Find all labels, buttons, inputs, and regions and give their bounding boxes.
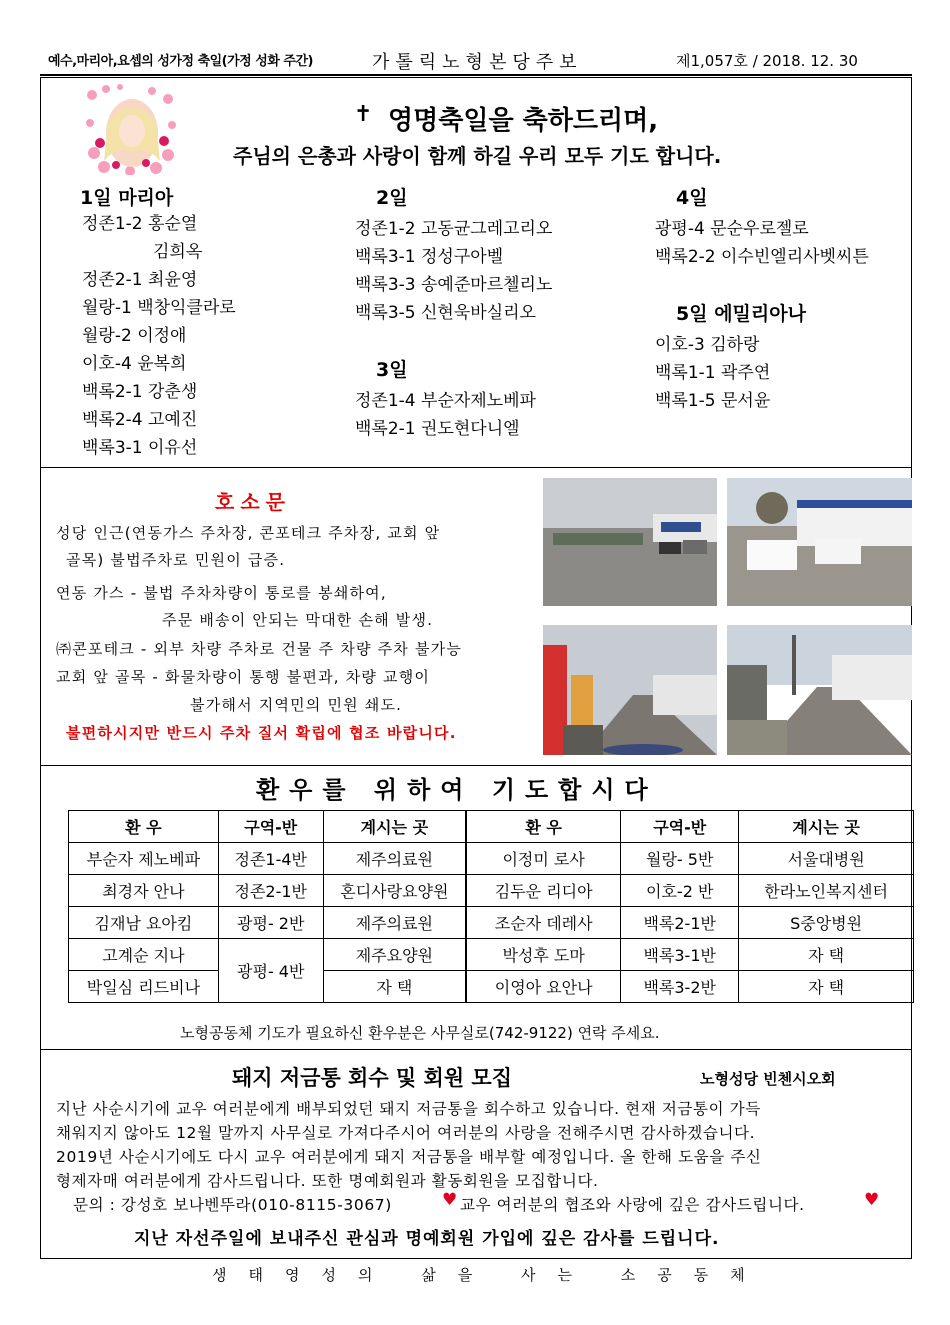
appeal-line: 불가해서 지역민의 민원 쇄도. <box>190 696 403 714</box>
day5-name: 백록1-1 곽주연 <box>655 363 771 383</box>
piggy-inquiry: 문의 : 강성호 보나벤뚜라(010-8115-3067) <box>73 1196 392 1214</box>
patient-zone: 광평- 2반 <box>218 907 323 939</box>
patient-zone: 백록3-1반 <box>621 939 739 971</box>
patient-place: S중앙병원 <box>739 907 914 939</box>
patient-name: 부순자 제노베파 <box>69 843 219 875</box>
table-row <box>69 939 914 971</box>
alley-photo <box>543 625 717 755</box>
piggy-line: 지난 사순시기에 교우 여러분에게 배부되었던 돼지 저금통을 회수하고 있습니다. 현재 저금통이 가득 <box>56 1100 761 1118</box>
church-street-photo <box>727 625 912 755</box>
column-header: 계시는 곳 <box>739 811 914 843</box>
header-issue-date: 제1,057호 / 2018. 12. 30 <box>676 52 858 70</box>
footer-motto: 생태영성의 삶을 사는 소공동체 <box>212 1266 767 1284</box>
table-row <box>69 843 914 875</box>
feast-title: 영명축일을 축하드리며, <box>388 106 659 136</box>
prayer-title: 환우를 위하여 기도합시다 <box>256 776 658 804</box>
patient-zone: 정존1-4반 <box>218 843 323 875</box>
patient-zone: 정존2-1반 <box>218 875 323 907</box>
day5-name: 이호-3 김하랑 <box>655 335 760 355</box>
appeal-line: 성당 인근(연동가스 주차장, 콘포테크 주차장, 교회 앞 <box>56 524 441 542</box>
appeal-line: 연동 가스 - 불법 주차차량이 통로를 봉쇄하여, <box>56 584 387 602</box>
mary-image <box>82 83 180 175</box>
piggy-title: 돼지 저금통 회수 및 회원 모집 <box>232 1066 512 1090</box>
appeal-line: 교회 앞 골목 - 화물차량이 통행 불편과, 차량 교행이 <box>56 668 431 686</box>
day3-name: 정존1-4 부순자제노베파 <box>355 391 536 411</box>
day1-name: 백록2-1 강춘생 <box>82 382 198 402</box>
day2-name: 백록3-1 정성구아벨 <box>355 247 504 267</box>
day1-name: 월랑-2 이정애 <box>82 326 187 346</box>
feast-subtitle: 주님의 은총과 사랑이 함께 하길 우리 모두 기도 합니다. <box>233 144 722 168</box>
patient-name: 김재남 요아킴 <box>69 907 219 939</box>
patient-name: 이정미 로사 <box>466 843 621 875</box>
parking-lot-photo <box>543 478 717 606</box>
header-rule <box>40 74 912 76</box>
patient-zone: 백록2-1반 <box>621 907 739 939</box>
day1-name: 김희옥 <box>153 242 203 262</box>
day1-name: 백록3-1 이유선 <box>82 438 198 458</box>
day1-name: 이호-4 윤복희 <box>82 354 187 374</box>
patient-place: 한라노인복지센터 <box>739 875 914 907</box>
patient-zone: 백록3-2반 <box>621 971 739 1003</box>
day1-name: 백록2-4 고예진 <box>82 410 198 430</box>
patient-name: 박성후 도마 <box>466 939 621 971</box>
appeal-line: 주문 배송이 안되는 막대한 손해 발생. <box>162 611 434 629</box>
patient-name: 최경자 안나 <box>69 875 219 907</box>
patient-name: 이영아 요안나 <box>466 971 621 1003</box>
column-header: 환 우 <box>466 811 621 843</box>
appeal-line: 골목) 불법주차로 민원이 급증. <box>66 551 286 569</box>
patient-place: 혼디사랑요양원 <box>323 875 466 907</box>
table-row <box>69 971 914 1003</box>
day5-heading: 5일 에밀리아나 <box>676 303 806 325</box>
section-divider <box>40 467 912 468</box>
day3-heading: 3일 <box>376 359 408 381</box>
patient-place: 자 택 <box>323 971 466 1003</box>
prayer-contact: 노형공동체 기도가 필요하신 환우분은 사무실로(742-9122) 연락 주세요. <box>180 1024 660 1042</box>
patient-zone: 이호-2 반 <box>621 875 739 907</box>
piggy-line: 채워지지 않아도 12월 말까지 사무실로 가져다주시어 여러분의 사랑을 전해주시면 감사하겠습니다. <box>56 1124 756 1142</box>
day1-name: 정존2-1 최윤영 <box>82 270 198 290</box>
day4-name: 광평-4 문순우로젤로 <box>655 219 809 239</box>
table-header-row <box>69 811 914 843</box>
table-row <box>69 907 914 939</box>
header-bulletin-title: 가톨릭노형본당주보 <box>372 52 583 73</box>
day2-name: 정존1-2 고동균그레고리오 <box>355 219 553 239</box>
column-header: 구역-반 <box>218 811 323 843</box>
heart-icon: ♥ <box>864 1190 880 1210</box>
header-feast-label: 예수,마리아,요셉의 성가정 축일(가정 성화 주간) <box>48 54 313 69</box>
section-divider <box>40 765 912 766</box>
day2-name: 백록3-3 송예준마르첼리노 <box>355 275 553 295</box>
patients-table <box>68 810 914 1003</box>
day5-name: 백록1-5 문서윤 <box>655 391 771 411</box>
patient-place: 자 택 <box>739 971 914 1003</box>
column-header: 구역-반 <box>621 811 739 843</box>
column-header: 계시는 곳 <box>323 811 466 843</box>
patient-place: 자 택 <box>739 939 914 971</box>
patient-name: 조순자 데레사 <box>466 907 621 939</box>
day4-heading: 4일 <box>676 187 708 209</box>
cross-icon: ✝ <box>354 102 373 127</box>
day1-name: 월랑-1 백창익클라로 <box>82 298 236 318</box>
piggy-line: 2019년 사순시기에도 다시 교우 여러분에게 돼지 저금통을 배부할 예정입니다. 올 한해 도움을 주신 <box>56 1148 762 1166</box>
section-divider <box>40 1049 912 1050</box>
patient-zone: 광평- 4반 <box>218 939 323 1003</box>
piggy-heart-message: 교우 여러분의 협조와 사랑에 깊은 감사드립니다. <box>460 1196 805 1214</box>
patient-name: 김두운 리디아 <box>466 875 621 907</box>
patient-name: 박일심 리드비나 <box>69 971 219 1003</box>
day1-heading: 1일 마리아 <box>80 187 174 209</box>
day4-name: 백록2-2 이수빈엘리사벳씨튼 <box>655 247 869 267</box>
patient-zone: 월랑- 5반 <box>621 843 739 875</box>
appeal-title: 호소문 <box>215 490 291 514</box>
piggy-thanks: 지난 자선주일에 보내주신 관심과 명예회원 가입에 깊은 감사를 드립니다. <box>134 1229 720 1249</box>
piggy-line: 형제자매 여러분에게 감사드립니다. 또한 명예회원과 활동회원을 모집합니다. <box>56 1172 599 1190</box>
appeal-closing: 불편하시지만 반드시 주차 질서 확립에 협조 바랍니다. <box>66 724 457 742</box>
table-row <box>69 875 914 907</box>
patient-place: 제주의료원 <box>323 843 466 875</box>
column-header: 환 우 <box>69 811 219 843</box>
day2-heading: 2일 <box>376 187 408 209</box>
piggy-organization: 노형성당 빈첸시오회 <box>700 1070 836 1088</box>
patient-place: 제주요양원 <box>323 939 466 971</box>
patient-place: 서울대병원 <box>739 843 914 875</box>
patient-place: 제주의료원 <box>323 907 466 939</box>
day2-name: 백록3-5 신현욱바실리오 <box>355 303 536 323</box>
gas-station-photo <box>727 478 912 606</box>
day1-name: 정존1-2 홍순열 <box>82 214 198 234</box>
appeal-line: ㈜콘포테크 - 외부 차량 주차로 건물 주 차량 주차 불가능 <box>56 640 463 658</box>
heart-icon: ♥ <box>442 1190 458 1210</box>
day3-name: 백록2-1 권도현다니엘 <box>355 419 520 439</box>
patient-name: 고계순 지나 <box>69 939 219 971</box>
